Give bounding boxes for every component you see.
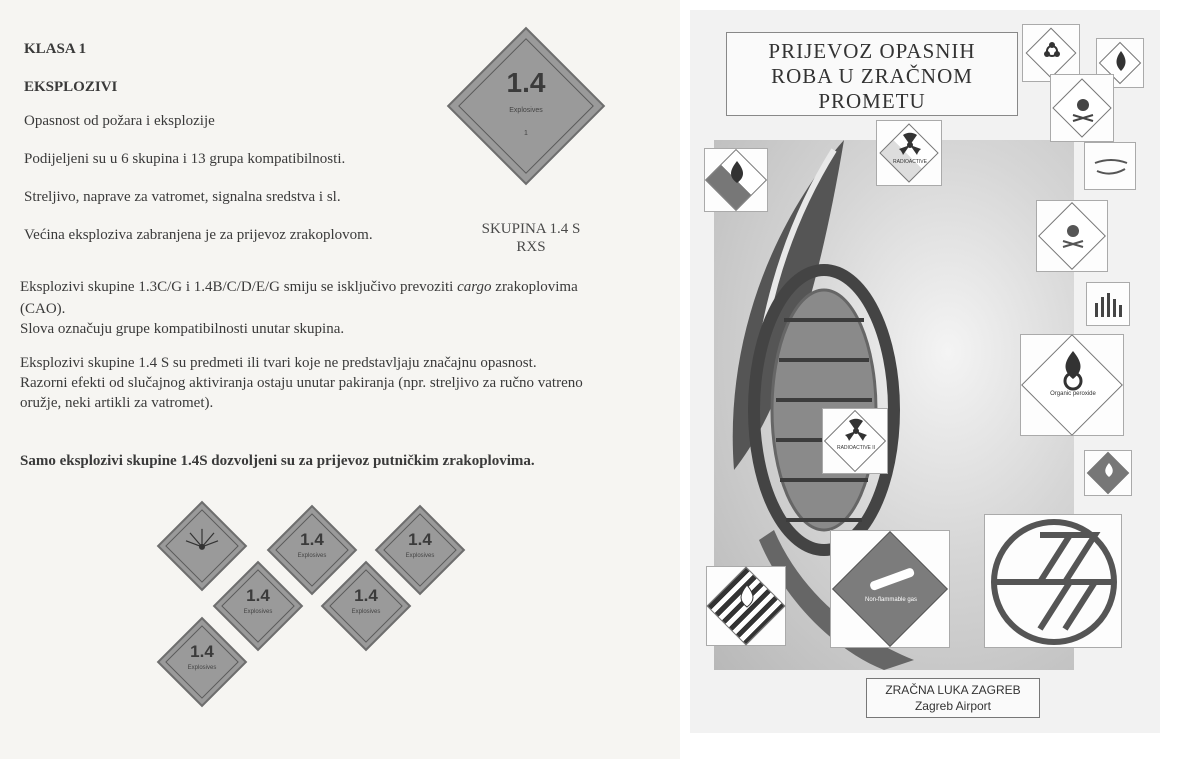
division-number: 1.4 [354,585,378,605]
label-text: Explosives [187,664,217,671]
text-line: Streljivo, naprave za vatromet, signalna sredstva i sl. [24,189,341,205]
text-line: Većina eksploziva zabranjena je za prijevoz zrakoplovom. [24,227,373,243]
cargo-italic: cargo [457,279,492,295]
footer-line: Zagreb Airport [914,699,992,713]
flame-icon [707,567,787,647]
label-class: 1 [524,129,528,137]
passenger-note-text: Samo eksplozivi skupine 1.4S dozvoljeni su za prijevoz putničkim zrakoplovima [20,453,531,469]
passenger-note [20,452,535,470]
skupina-caption [466,220,596,256]
explosives-heading: EKSPLOZIVI [24,79,118,95]
cover-title-line: ROBA U ZRAČNOM [771,64,973,88]
right-page [690,10,1160,733]
cargo-text: Eksplozivi skupine 1.3C/G i 1.4B/C/D/E/G smiju se isključivo prevoziti [20,279,458,295]
cover-title-line: PRIJEVOZ OPASNIH [768,39,976,63]
cargo-paragraph [20,278,578,296]
airport-logo-icon [985,515,1123,649]
label-text: Explosives [351,608,381,615]
radioactive-label: RADIOACTIVE [893,159,927,165]
toxic-gas-placard [1036,200,1108,272]
corrosive-placard [1084,142,1136,190]
cargo-text-end: zrakoplovima [491,279,578,295]
radioactive-ii-label: RADIOACTIVE II [836,445,876,451]
passenger-note-dot: . [530,453,535,469]
toxic-placard [1050,74,1114,142]
class-heading: KLASA 1 [24,41,87,57]
explosives-label-main [447,27,605,185]
radioactive-placard [876,120,942,186]
division-number: 1.4 [300,529,324,549]
radioactive-ii-placard [822,408,888,474]
slova-text: Slova označuju grupe kompatibilnosti unutar skupina. [20,321,345,337]
misc-placard [1086,282,1130,326]
label-text: Explosives [509,106,543,114]
flame-icon [1085,451,1133,497]
label-text: Explosives [243,608,273,615]
flammable-solid-placard [704,148,768,212]
division-number: 1.4 [408,529,432,549]
text-line: Opasnost od požara i eksplozije [24,113,215,129]
text-line: Eksplozivi skupine 1.4 S su predmeti ili tvari koje ne predstavljaju značajnu opasnost. [20,355,537,371]
flame-icon [705,149,769,213]
text-line: Razorni efekti od slučajnog aktiviranja ostaju unutar pakiranja (npr. streljivo za ručno vatreno [20,375,583,391]
cover-footer [866,678,1040,718]
explosion-icon [182,525,222,551]
division-number: 1.4 [190,641,214,661]
flame-over-circle-icon [1021,335,1125,437]
radioactive-icon [877,121,943,187]
label-text: Explosives [405,552,435,559]
radioactive-icon [823,409,889,475]
airport-logo-box [984,514,1122,648]
skupina-code: RXS [516,239,546,255]
skull-icon [1037,201,1109,273]
division-number: 1.4 [506,66,546,98]
non-flammable-gas-placard [830,530,950,648]
corrosive-icon [1085,143,1137,191]
stripes-icon [1087,283,1131,327]
cao-text: (CAO). [20,301,66,317]
non-flammable-gas-label: Non-flammable gas [864,597,918,603]
class-four-placard [706,566,786,646]
organic-peroxide-label: Organic peroxide [1050,391,1096,397]
organic-peroxide-placard [1020,334,1124,436]
cover-title-line: PROMETU [818,89,926,113]
footer-line: ZRAČNA LUKA ZAGREB [885,683,1021,697]
division-number: 1.4 [246,585,270,605]
label-text: Explosives [297,552,327,559]
skull-icon [1051,75,1115,143]
dangerous-when-wet-placard [1084,450,1132,496]
text-line: oružje, neki artikli za vatromet). [20,395,214,411]
cover-title-box [726,32,1018,116]
skupina-line: SKUPINA 1.4 S [481,221,581,237]
text-line: Podijeljeni su u 6 skupina i 13 grupa kompatibilnosti. [24,151,346,167]
gas-cylinder-icon [831,531,951,649]
